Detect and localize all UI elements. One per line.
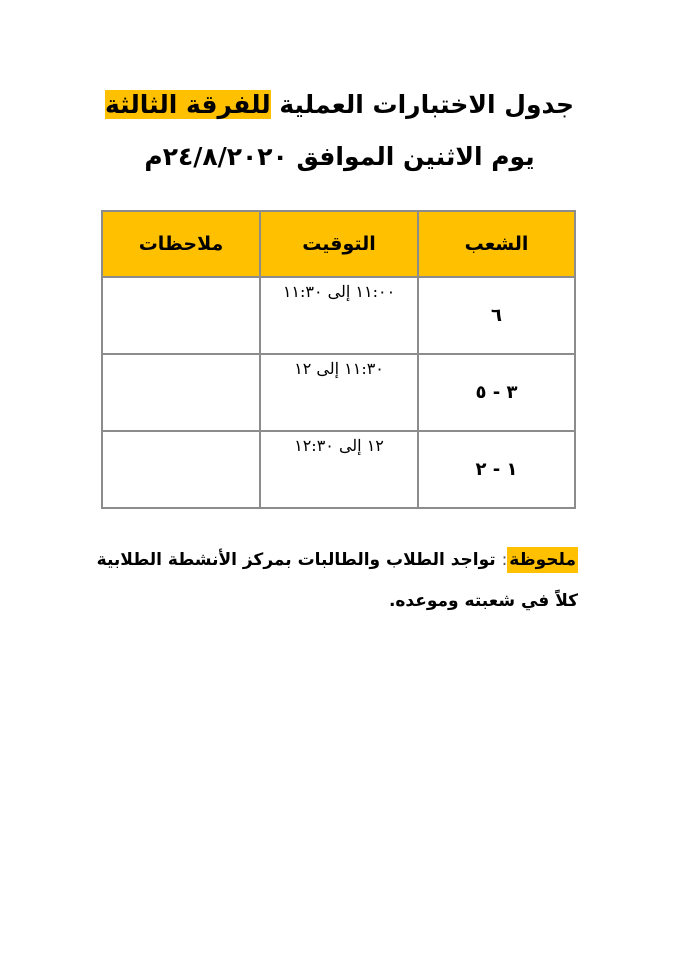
notes-cell	[102, 354, 260, 431]
table-row	[102, 354, 575, 431]
time-cell: ١٢ إلى ١٢:٣٠	[260, 431, 418, 508]
note-line-1	[96, 543, 578, 577]
time-cell: ١١:٣٠ إلى ١٢	[260, 354, 418, 431]
header-section: الشعب	[418, 211, 575, 277]
table-row	[102, 277, 575, 354]
notes-cell	[102, 431, 260, 508]
header-time: التوقيت	[260, 211, 418, 277]
section-cell: ١ - ٢	[418, 431, 575, 508]
page-subtitle: يوم الاثنين الموافق ٢٤/٨/٢٠٢٠م	[144, 142, 535, 171]
table-row	[102, 431, 575, 508]
section-cell: ٣ - ٥	[418, 354, 575, 431]
note-line-2: كلاً في شعبته وموعده.	[388, 591, 578, 611]
page-title	[0, 88, 679, 122]
note-colon: :	[501, 550, 508, 570]
table-header-row	[102, 211, 575, 277]
section-cell: ٦	[418, 277, 575, 354]
time-cell: ١١:٠٠ إلى ١١:٣٠	[260, 277, 418, 354]
header-notes: ملاحظات	[102, 211, 260, 277]
note-text-1: تواجد الطلاب والطالبات بمركز الأنشطة الطلابية	[96, 550, 502, 570]
note-label: ملحوظة	[507, 547, 578, 573]
title-text: جدول الاختبارات العملية	[270, 90, 574, 119]
title-highlight: للفرقة الثالثة	[105, 90, 271, 119]
notes-cell	[102, 277, 260, 354]
schedule-table	[101, 210, 576, 509]
